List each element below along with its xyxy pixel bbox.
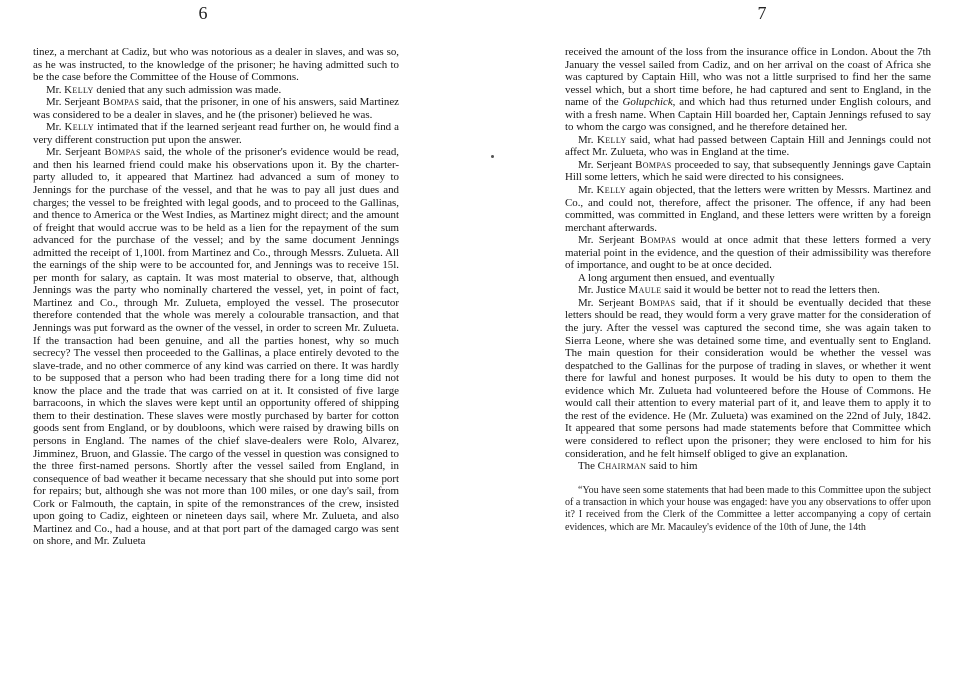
paragraph <box>565 134 931 159</box>
speaker-name: Bompas <box>639 234 677 247</box>
text-run: said, the whole of the prisoner's evidence would be read, and then his learned friend could make his observations upon it. By the charter-party alluded to, it appeared that Martinez had advanced a sum of money to Jennings for the purchase of the vessel, and that he was to pay all just dues and charges; the vessel to be freighted with legal goods, and to proceed to the Gallinas, and thence to America or the West Indies, as Martinez might direct; and the amount of freight that would accrue was to be held as a lien for the repayment of the sum advanced for the purchase of the vessel; and by the same document Jennings admitted the receipt of 1,100l. from Martinez and Co., through Messrs. Zulueta. All the earnings of the ship were to be accounted for, and Jennings was to receive 15l. per month for salary, as captain. It was most material to observe, that, although Jennings was the party who nominally chartered the vessel, yet, in point of fact, Martinez and Co., through Mr. Zulueta, employed the vessel. The prosecutor therefore contended that the whole was merely a colourable transaction, and that Jennings was put forward as the owner of the vessel, in order to screen Mr. Zulueta. If the transaction had been genuine, and all the parties honest, why so much secrecy? The vessel then proceeded to the Gallinas, a place entirely devoted to the slave-trade, and no other commerce of any kind was carried on there. It was hardly to be supposed that a person who had been trading there for a long time did not know the place and the trade that was carried on at it. It consisted of five large barracoons, in which the slaves were kept until an opportunity offered of shipping them to their destination. These slaves were mostly purchased by barter for cotton goods sent from England, or by doubloons, which were raised by drawing bills on persons in England. The names of the chief slave-dealers were Rolo, Alvarez, Jimminez, Bruon, and Glassie. The cargo of the vessel in question was consigned to the three first-named persons. Shortly after the vessel sailed from England, in consequence of bad weather it became necessary that she should put into some port for repairs; but, although she was not more than 100 miles, or one day's sail, from Cork or Falmouth, the captain, in spite of the remonstrances of the crew, insisted upon going to Cadiz, eighteen or nineteen days sail, where Mr. Zulueta, and also Martinez and Co., had a house, and at that port part of the damaged cargo was sent on shore, and Mr. Zulueta <box>33 146 399 548</box>
speaker-name: Kelly <box>597 133 627 146</box>
paragraph <box>565 272 931 285</box>
text-run: would at once admit that these letters formed a very material point in the evidence, and the question of their admissibility was therefore of importance, and ought to be at once decided. <box>565 234 931 272</box>
text-run: said, that the prisoner, in one of his answers, said Martinez was considered to be a dealer in slaves, and he (the prisoner) believed he was. <box>33 96 399 121</box>
text-run: Mr. <box>578 133 597 146</box>
paragraph <box>33 96 399 121</box>
paragraph <box>565 46 931 134</box>
quoted-evidence <box>565 485 931 534</box>
text-run: proceeded to say, that subsequently Jennings gave Captain Hill some letters, which he said were directed to his consignees. <box>565 158 931 184</box>
paragraph <box>565 284 931 297</box>
speaker-name: Bompas <box>635 158 672 171</box>
text-run: intimated that if the learned serjeant read further on, he would find a very different construction put upon the answer. <box>33 121 399 146</box>
page-number: 7 <box>757 3 767 23</box>
speaker-name: Bompas <box>104 146 141 159</box>
text-run: denied that any such admission was made. <box>93 83 282 96</box>
text-run: The <box>578 460 598 473</box>
paragraph <box>565 234 931 272</box>
text-run: Mr. <box>46 83 65 96</box>
text-run: tinez, a merchant at Cadiz, but who was notorious as a dealer in slaves, and was so, as he was instructed, to the knowledge of the prisoner; he having admitted such to be the case before the Committee of the House of Commons. <box>33 46 399 84</box>
text-run: said it would be better not to read the letters then. <box>661 284 880 297</box>
text-run: Mr. Serjeant <box>578 296 639 309</box>
text-run: received the amount of the loss from the insurance office in London. About the 7th January the vessel sailed from Cadiz, and on her arrival on the coast of Africa she was captured by Captain Hill, who was not a little surprised to find her the same vessel which, but a short time before, he had captured and sent to England, in the name of the <box>565 46 931 109</box>
text-run: Mr. Serjeant <box>46 146 105 159</box>
paragraph <box>565 159 931 184</box>
paragraph <box>33 84 399 97</box>
paragraph <box>33 121 399 146</box>
right-page <box>490 0 980 696</box>
paragraph <box>565 184 931 234</box>
speaker-name: Chairman <box>597 460 647 473</box>
text-run: “You have seen some statements that had been made to this Committee upon the subject of a transaction in which your house was engaged: have you any observations to offer upon it? I received from the Clerk of the Committee a letter accompanying a copy of certain evidences, which are Mr. Macauley's evidence of the 10th of June, the 14th <box>565 484 931 533</box>
text-run: Mr. <box>46 121 65 134</box>
text-run: said, what had passed between Captain Hill and Jennings could not affect Mr. Zulueta, who was in England at the time. <box>565 133 931 159</box>
page-number: 6 <box>198 3 208 23</box>
text-run: Mr. Justice <box>578 284 629 297</box>
speaker-name: Kelly <box>596 184 627 197</box>
speaker-name: Maule <box>628 284 662 297</box>
text-run: Mr. <box>578 184 597 197</box>
text-run: , and which had thus returned under English colours, and with a fresh name. When Captain Hill boarded her, Captain Jennings refused to say to whom the cargo was consigned, and he therefore detained her. <box>565 96 931 134</box>
text-run: Mr. Serjeant <box>46 96 103 109</box>
paragraph <box>33 46 399 84</box>
speaker-name: Kelly <box>64 121 95 134</box>
text-run: A long argument then ensued, and eventually <box>578 271 775 284</box>
text-column <box>33 46 399 548</box>
text-run: Mr. Serjeant <box>578 158 636 171</box>
text-column <box>565 46 931 534</box>
speaker-name: Bompas <box>638 296 676 309</box>
ship-name: Golupchick <box>622 96 673 109</box>
paragraph <box>565 297 931 460</box>
text-run: said to him <box>646 460 698 473</box>
paragraph <box>565 460 931 473</box>
text-run: said, that if it should be eventually decided that these letters should be read, they would form a very grave matter for the consideration of the jury. After the vessel was captured the second time, she was again taken to Sierra Leone, where she was detained some time, and eventually sent to England. The main question for their consideration would be whether the vessel was despatched to the Gallinas for the purpose of trading in slaves, or whether it went there for lawful and honest purposes. It would be his duty to open to them the evidence which Mr. Zulueta had volunteered before the House of Commons. He would call their attention to every material part of it, and leave them to apply it to the rest of the evidence. He (Mr. Zulueta) was examined on the 22nd of July, 1842. It appeared that some persons had made statements before that Committee which were considered to reflect upon the prisoner; they were enclosed to him for his consideration, and he felt himself obliged to give an explanation. <box>565 296 931 460</box>
text-run: again objected, that the letters were written by Messrs. Martinez and Co., and could not, therefore, affect the prisoner. The offence, if any had been committed, was committed in England, and these letters were written by a foreign merchant afterwards. <box>565 184 932 234</box>
speaker-name: Bompas <box>102 96 140 109</box>
speaker-name: Kelly <box>64 83 94 96</box>
paragraph <box>33 146 399 548</box>
text-run: Mr. Serjeant <box>578 234 640 247</box>
